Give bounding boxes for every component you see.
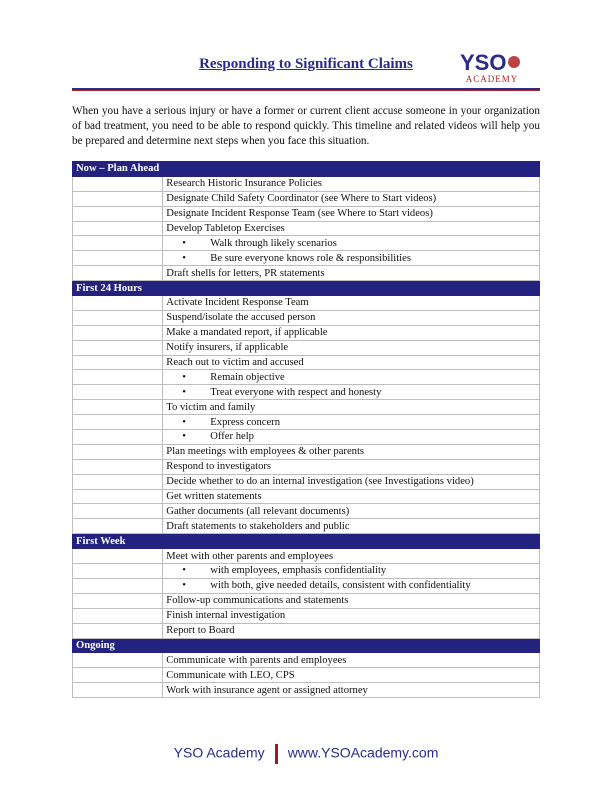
bullet-icon: •: [182, 565, 187, 577]
task-cell: [163, 355, 540, 370]
section-heading: First Week: [73, 534, 163, 549]
task-text: Suspend/isolate the accused person: [166, 312, 316, 324]
table-row: [73, 489, 540, 504]
empty-cell: [73, 325, 163, 340]
section-header-row: [73, 638, 540, 653]
table-row: [73, 251, 540, 266]
task-text: Remain objective: [210, 371, 285, 383]
empty-cell: [73, 593, 163, 608]
task-cell: [163, 430, 540, 445]
task-cell: [163, 593, 540, 608]
empty-cell: [73, 608, 163, 623]
empty-cell: [73, 385, 163, 400]
logo-subtext: ACADEMY: [465, 74, 519, 84]
empty-cell: [73, 221, 163, 236]
table-row: [73, 191, 540, 206]
task-text: Communicate with parents and employees: [166, 654, 347, 666]
table-row: [73, 415, 540, 430]
task-text: Offer help: [210, 431, 254, 443]
table-row: [73, 385, 540, 400]
task-cell: [163, 519, 540, 534]
task-cell: [163, 564, 540, 579]
task-cell: [163, 668, 540, 683]
section-heading: Ongoing: [73, 638, 163, 653]
task-cell: [163, 251, 540, 266]
empty-cell: [73, 474, 163, 489]
task-text: Get written statements: [166, 491, 262, 503]
table-row: [73, 296, 540, 311]
task-cell: [163, 340, 540, 355]
task-cell: [163, 578, 540, 593]
task-text: with both, give needed details, consistent with confidentiality: [210, 580, 471, 592]
table-row: [73, 266, 540, 281]
section-heading: Now – Plan Ahead: [73, 162, 163, 177]
empty-cell: [73, 549, 163, 564]
bullet-icon: •: [182, 386, 187, 398]
task-text: Research Historic Insurance Policies: [166, 178, 322, 190]
task-text: Treat everyone with respect and honesty: [210, 386, 382, 398]
task-text: To victim and family: [166, 401, 256, 413]
table-row: [73, 668, 540, 683]
empty-cell: [73, 668, 163, 683]
task-text: Walk through likely scenarios: [210, 237, 337, 249]
empty-cell: [73, 519, 163, 534]
table-row: [73, 310, 540, 325]
empty-cell: [73, 340, 163, 355]
empty-cell: [73, 251, 163, 266]
logo-wordmark: YSO: [460, 50, 507, 75]
task-text: Follow-up communications and statements: [166, 595, 349, 607]
task-cell: [163, 653, 540, 668]
task-cell: [163, 221, 540, 236]
task-text: Communicate with LEO, CPS: [166, 669, 295, 681]
empty-cell: [73, 653, 163, 668]
bullet-icon: •: [182, 371, 187, 383]
task-cell: [163, 623, 540, 638]
empty-cell: [73, 355, 163, 370]
table-row: [73, 608, 540, 623]
task-cell: [163, 206, 540, 221]
task-text: Decide whether to do an internal investigation (see Investigations video): [166, 476, 474, 488]
empty-cell: [73, 310, 163, 325]
task-cell: [163, 370, 540, 385]
task-text: Meet with other parents and employees: [166, 550, 334, 562]
task-text: Make a mandated report, if applicable: [166, 327, 328, 339]
table-row: [73, 578, 540, 593]
response-timeline-table: [72, 161, 540, 698]
empty-cell: [73, 370, 163, 385]
task-cell: [163, 191, 540, 206]
task-cell: [163, 415, 540, 430]
empty-cell: [73, 206, 163, 221]
table-row: [73, 459, 540, 474]
section-header-fill: [163, 534, 540, 549]
table-row: [73, 176, 540, 191]
empty-cell: [73, 504, 163, 519]
bullet-icon: •: [182, 580, 187, 592]
task-cell: [163, 444, 540, 459]
table-row: [73, 370, 540, 385]
task-cell: [163, 310, 540, 325]
bullet-icon: •: [182, 237, 187, 249]
empty-cell: [73, 459, 163, 474]
section-header-row: [73, 162, 540, 177]
empty-cell: [73, 430, 163, 445]
table-row: [73, 593, 540, 608]
task-text: Work with insurance agent or assigned attorney: [166, 684, 368, 696]
task-cell: [163, 266, 540, 281]
table-row: [73, 444, 540, 459]
task-cell: [163, 489, 540, 504]
task-text: Finish internal investigation: [166, 610, 286, 622]
table-row: [73, 206, 540, 221]
task-text: Draft shells for letters, PR statements: [166, 267, 325, 279]
table-row: [73, 474, 540, 489]
task-text: Reach out to victim and accused: [166, 357, 304, 369]
task-text: Develop Tabletop Exercises: [166, 223, 285, 234]
task-text: Draft statements to stakeholders and public: [166, 520, 350, 532]
task-cell: [163, 325, 540, 340]
section-heading: First 24 Hours: [73, 281, 163, 296]
task-cell: [163, 459, 540, 474]
header-divider-red: [72, 90, 540, 91]
task-cell: [163, 400, 540, 415]
table-row: [73, 325, 540, 340]
task-text: Designate Incident Response Team (see Where to Start videos): [166, 208, 433, 220]
table-row: [73, 221, 540, 236]
table-row: [73, 430, 540, 445]
task-cell: [163, 608, 540, 623]
page-title: Responding to Significant Claims: [199, 56, 413, 72]
task-text: Respond to investigators: [166, 461, 272, 473]
footer-website-link[interactable]: www.YSOAcademy.com: [287, 744, 439, 761]
task-text: Designate Child Safety Coordinator (see Where to Start videos): [166, 193, 437, 205]
empty-cell: [73, 176, 163, 191]
table-row: [73, 504, 540, 519]
footer-separator: [275, 744, 278, 764]
task-text: with employees, emphasis confidentiality: [210, 565, 387, 577]
task-text: Gather documents (all relevant documents): [166, 505, 350, 517]
task-cell: [163, 683, 540, 698]
task-cell: [163, 474, 540, 489]
task-text: Be sure everyone knows role & responsibilities: [210, 252, 411, 264]
task-cell: [163, 296, 540, 311]
empty-cell: [73, 683, 163, 698]
task-cell: [163, 549, 540, 564]
task-cell: [163, 176, 540, 191]
empty-cell: [73, 444, 163, 459]
footer: [0, 744, 612, 764]
section-header-fill: [163, 281, 540, 296]
empty-cell: [73, 489, 163, 504]
bullet-icon: •: [182, 416, 187, 428]
empty-cell: [73, 564, 163, 579]
task-text: Express concern: [210, 416, 281, 428]
section-header-fill: [163, 162, 540, 177]
intro-paragraph: When you have a serious injury or have a former or current client accuse someone in your organization of bad treatment, you need to be able to respond quickly. This timeline and related videos will help you be prepared and determine next steps when you face this situation.: [72, 105, 540, 147]
task-text: Activate Incident Response Team: [166, 297, 309, 309]
task-cell: [163, 385, 540, 400]
empty-cell: [73, 191, 163, 206]
task-text: Notify insurers, if applicable: [166, 342, 289, 354]
table-row: [73, 236, 540, 251]
empty-cell: [73, 623, 163, 638]
empty-cell: [73, 266, 163, 281]
task-cell: [163, 504, 540, 519]
empty-cell: [73, 236, 163, 251]
table-row: [73, 519, 540, 534]
table-row: [73, 564, 540, 579]
task-cell: [163, 236, 540, 251]
table-row: [73, 340, 540, 355]
table-row: [73, 549, 540, 564]
empty-cell: [73, 296, 163, 311]
bullet-icon: •: [182, 431, 187, 443]
section-header-row: [73, 534, 540, 549]
section-header-row: [73, 281, 540, 296]
table-row: [73, 355, 540, 370]
task-text: Plan meetings with employees & other parents: [166, 446, 365, 458]
section-header-fill: [163, 638, 540, 653]
table-row: [73, 400, 540, 415]
task-text: Report to Board: [166, 625, 235, 637]
table-row: [73, 683, 540, 698]
table-row: [73, 653, 540, 668]
empty-cell: [73, 578, 163, 593]
table-row: [73, 623, 540, 638]
bullet-icon: •: [182, 252, 187, 264]
empty-cell: [73, 400, 163, 415]
footer-brand: YSO Academy: [173, 744, 265, 761]
empty-cell: [73, 415, 163, 430]
